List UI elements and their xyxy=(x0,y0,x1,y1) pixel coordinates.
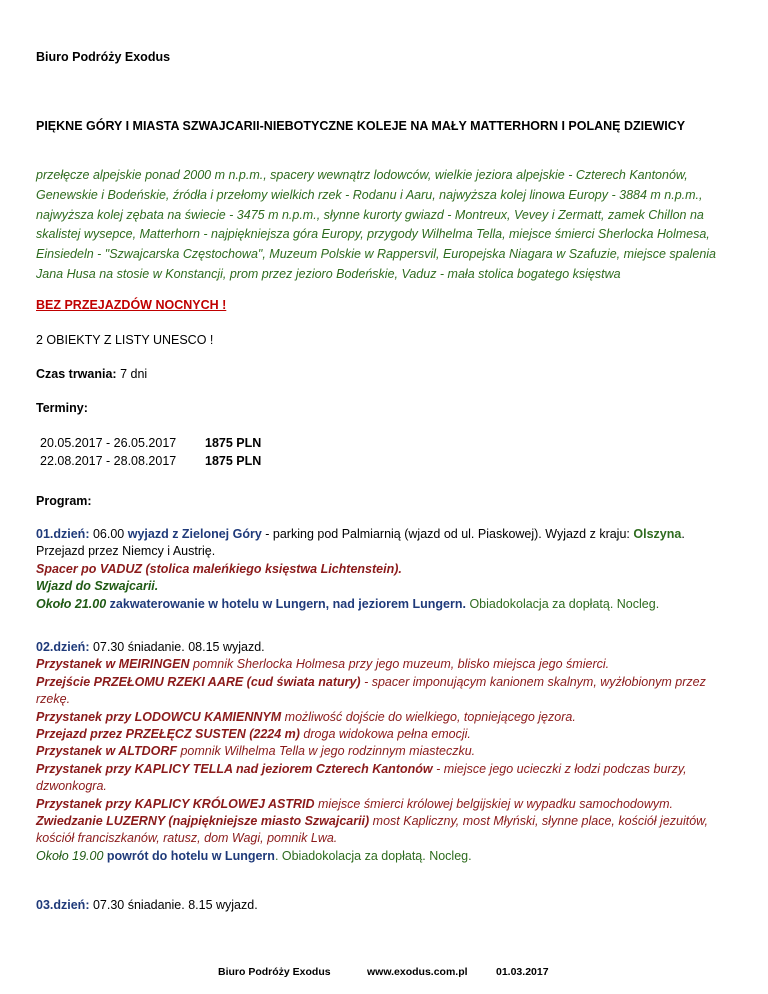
day-intro: 07.30 śniadanie. 8.15 wyjazd. xyxy=(89,898,258,912)
term-row xyxy=(40,434,261,452)
stop-item xyxy=(36,656,736,673)
term-price: 1875 PLN xyxy=(205,454,262,468)
duration xyxy=(36,367,147,381)
term-dates: 20.05.2017 - 26.05.2017 xyxy=(40,436,177,450)
stop-name: Przystanek w MEIRINGEN xyxy=(36,657,190,672)
program-label: Program: xyxy=(36,494,92,508)
return-time: Około 19.00 xyxy=(36,848,104,863)
stop-item xyxy=(36,761,736,796)
day-3 xyxy=(36,897,736,914)
stop-name: Zwiedzanie LUZERNY (najpiękniejsze miasto Szwajcarii) xyxy=(36,814,370,829)
stop-description: - spacer imponującym kanionem skalnym, wyżłobionym przez rzekę. xyxy=(36,674,706,707)
duration-value: 7 dni xyxy=(116,367,148,381)
footer-date: 01.03.2017 xyxy=(496,966,549,978)
footer-url: www.exodus.com.pl xyxy=(367,966,468,978)
stop-description: - miejsce jego ucieczki z łodzi podczas burzy, dzwonkogra. xyxy=(36,761,687,794)
night-note: Nocleg. xyxy=(616,596,660,611)
departure-details: - parking pod Palmiarnią (wjazd od ul. Piaskowej). Wyjazd z kraju: xyxy=(261,527,634,541)
stop-description: miejsce śmierci królowej belgijskiej w wypadku samochodowym. xyxy=(314,796,673,811)
stop-name: Przystanek przy LODOWCU KAMIENNYM xyxy=(36,709,282,724)
border-crossing: Olszyna xyxy=(633,527,682,541)
day-intro: 07.30 śniadanie. 08.15 wyjazd. xyxy=(89,640,265,654)
stop-description: pomnik Sherlocka Holmesa przy jego muzeum, blisko miejsca jego śmierci. xyxy=(189,657,610,672)
stop-name: Przystanek przy KAPLICY KRÓLOWEJ ASTRID xyxy=(36,796,315,811)
stop-item xyxy=(36,674,736,709)
dinner-note: Obiadokolacja za dopłatą. xyxy=(465,596,614,611)
day-label: 03.dzień: xyxy=(36,898,90,912)
term-row xyxy=(40,452,261,470)
stop-description: droga widokowa pełna emocji. xyxy=(299,727,471,742)
stop-name: Przystanek w ALTDORF xyxy=(36,744,177,759)
return-details: . Obiadokolacja za dopłatą. Nocleg. xyxy=(274,848,472,863)
arrival-time: Około 21.00 xyxy=(36,596,107,611)
stop-name: Przejazd przez PRZEŁĘCZ SUSTEN (2224 m) xyxy=(36,727,300,742)
departure: wyjazd z Zielonej Góry xyxy=(127,527,262,541)
stop-name: Przejście PRZEŁOMU RZEKI AARE (cud świata natury) xyxy=(36,674,361,689)
agency-name: Biuro Podróży Exodus xyxy=(36,50,171,64)
day-label: 02.dzień: xyxy=(36,640,90,654)
trip-highlights: przełęcze alpejskie ponad 2000 m n.p.m., spacery wewnątrz lodowców, wielkie jeziora alpejskie - Czterech Kantonów, Genewskie i Bodeńskie, źródła i przełomy wielkich rzek - Rodanu i Aaru, najwyższa kolej linowa Europy - 3884 m n.p.m., najwyższa kolej zębata na świecie - 3475 m n.p.m., słynne kurorty gwiazd - Montreux, Vevey i Zermatt, zamek Chillon na skalistej wysepce, Matterhorn - najpiękniejsza góra Europy, przygody Wilhelma Tella, miejsce śmierci Sherlocka Holmesa, Einsiedeln - "Szwajcarska Częstochowa", Muzeum Polskie w Rappersvil, Europejska Niagara w Szafuzie, miejsce spalenia Jana Husa na stosie w Konstancji, prom przez jezioro Bodeńskie, Vaduz - mała stolica bogatego księstwa xyxy=(36,168,716,281)
stop-description: most Kapliczny, most Młyński, słynne place, kościół jezuitów, kościół franciszkanów, ratusz, dom Wagi, pomnik Lwa. xyxy=(36,814,708,846)
border-details: . Przejazd przez Niemcy i Austrię. xyxy=(36,527,685,559)
unesco-note: 2 OBIEKTY Z LISTY UNESCO ! xyxy=(36,333,214,347)
stop-item xyxy=(36,743,736,760)
stop-item xyxy=(36,796,736,813)
terms-list xyxy=(40,434,261,470)
trip-title: PIĘKNE GÓRY I MIASTA SZWAJCARII-NIEBOTYCZNE KOLEJE NA MAŁY MATTERHORN I POLANĘ DZIEWICY xyxy=(36,119,686,133)
day-2 xyxy=(36,639,736,865)
stop-item xyxy=(36,813,736,848)
stop-name: Przystanek przy KAPLICY TELLA nad jeziorem Czterech Kantonów xyxy=(36,761,433,776)
term-dates: 22.08.2017 - 28.08.2017 xyxy=(40,454,177,468)
no-night-travel-note: BEZ PRZEJAZDÓW NOCNYCH ! xyxy=(36,298,227,312)
hotel-checkin: zakwaterowanie w hotelu w Lungern, nad jeziorem Lungern. xyxy=(106,596,466,611)
return-to-hotel: powrót do hotelu w Lungern xyxy=(103,848,275,863)
stop-description: pomnik Wilhelma Tella w jego rodzinnym miasteczku. xyxy=(177,744,476,759)
terms-label: Terminy: xyxy=(36,401,88,415)
switzerland-entry: Wjazd do Szwajcarii. xyxy=(36,579,159,594)
duration-label: Czas trwania: xyxy=(36,367,117,381)
footer-agency: Biuro Podróży Exodus xyxy=(218,966,331,978)
day-1 xyxy=(36,526,736,613)
day-time: 06.00 xyxy=(89,527,128,541)
stop-item xyxy=(36,709,736,726)
stop-description: możliwość dojście do wielkiego, topniejącego jęzora. xyxy=(281,709,576,724)
day-label: 01.dzień: xyxy=(36,527,90,541)
term-price: 1875 PLN xyxy=(205,436,262,450)
vaduz-visit: Spacer po VADUZ (stolica maleńkiego księstwa Lichtenstein). xyxy=(36,561,402,576)
stop-item xyxy=(36,726,736,743)
